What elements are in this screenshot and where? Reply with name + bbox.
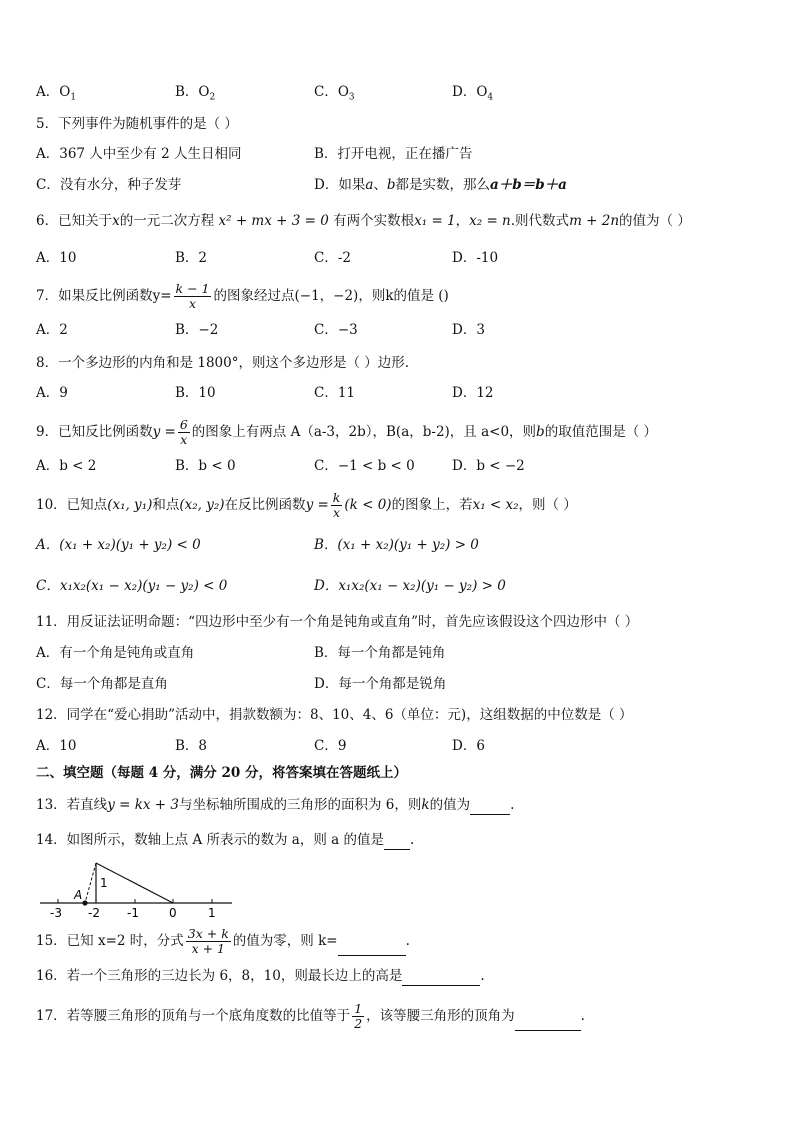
q14-answer-blank: [384, 835, 410, 850]
q7-option-a: A．2: [36, 322, 68, 338]
q8-stem: 8．一个多边形的内角和是 1800°，则这个多边形是（ ）边形.: [36, 355, 410, 371]
q8-option-b: B．10: [175, 385, 216, 401]
tick-label-1: 1: [208, 906, 216, 919]
q8-option-a: A．9: [36, 385, 68, 401]
q10-option-c: C．x₁x₂(x₁ − x₂)(y₁ − y₂) < 0: [36, 578, 228, 594]
q13-answer-blank: [470, 800, 510, 815]
q9-option-b: B．b < 0: [175, 458, 236, 474]
tick-label-minus-1: -1: [127, 906, 139, 919]
q5-stem: 5．下列事件为随机事件的是（ ）: [36, 116, 238, 132]
q6-option-b: B．2: [175, 250, 208, 266]
q14-stem: 14．如图所示，数轴上点 A 所表示的数为 a，则 a 的值是 .: [36, 832, 415, 848]
q9-option-a: A．b < 2: [36, 458, 97, 474]
q10-option-d: D．x₁x₂(x₁ − x₂)(y₁ − y₂) > 0: [314, 578, 506, 594]
q17-answer-blank: [515, 1016, 581, 1031]
q11-stem: 11．用反证法证明命题：“四边形中至少有一个角是钝角或直角”时，首先应该假设这个四边形中（ ）: [36, 614, 639, 630]
q9-fraction: $\frac{6}{x}$: [179, 417, 188, 447]
q4-option-d: D．$O_4$: [452, 84, 494, 103]
q6-stem: 6．已知关于x的一元二次方程 x² + mx + 3 = 0 有两个实数根x₁ = 1，x₂ = n.则代数式m + 2n的值为（ ）: [36, 213, 691, 229]
tick-label-minus-3: -3: [50, 906, 62, 919]
q7-option-b: B．−2: [175, 322, 219, 338]
q9-option-d: D．b < −2: [452, 458, 525, 474]
q8-option-d: D．12: [452, 385, 494, 401]
q12-option-b: B．8: [175, 738, 208, 754]
q4-option-c: C．$O_3$: [314, 84, 355, 103]
q16-stem: 16．若一个三角形的三边长为 6，8，10，则最长边上的高是 .: [36, 968, 485, 984]
q14-number-line-figure: [36, 855, 236, 919]
q7-option-c: C．−3: [314, 322, 358, 338]
q10-option-b: B．(x₁ + x₂)(y₁ + y₂) > 0: [314, 537, 479, 553]
q15-stem: 15．已知 x=2 时，分式 $\frac{3x + k}{x + 1}$ 的值为零，则 k= .: [36, 926, 410, 956]
tick-label-minus-2: -2: [88, 906, 100, 919]
q5-option-d: D．如果a、b都是实数，那么a＋b＝b＋a: [314, 177, 567, 193]
point-a-dot: [82, 900, 87, 905]
q9-option-c: C．−1 < b < 0: [314, 458, 415, 474]
q5-option-c: C．没有水分，种子发芽: [36, 177, 182, 193]
arc-dashed-line: [85, 863, 96, 903]
q7-fraction: $\frac{k - 1}{x}$: [175, 281, 210, 311]
q6-option-a: A．10: [36, 250, 77, 266]
q11-option-d: D．每一个角都是锐角: [314, 676, 447, 692]
q11-option-a: A．有一个角是钝角或直角: [36, 645, 195, 661]
q10-option-a: A．(x₁ + x₂)(y₁ + y₂) < 0: [36, 537, 201, 553]
q5-option-b: B．打开电视，正在播广告: [314, 146, 473, 162]
q11-option-b: B．每一个角都是钝角: [314, 645, 446, 661]
q12-option-d: D．6: [452, 738, 485, 754]
q12-option-a: A．10: [36, 738, 77, 754]
q15-fraction: $\frac{3x + k}{x + 1}$: [187, 926, 229, 956]
q16-answer-blank: [402, 971, 480, 986]
q6-option-d: D．-10: [452, 250, 499, 266]
q5-option-a: A．367 人中至少有 2 人生日相同: [36, 146, 242, 162]
q8-option-c: C．11: [314, 385, 356, 401]
height-label: 1: [100, 876, 108, 890]
point-a-label: A: [74, 888, 83, 902]
q17-stem: 17．若等腰三角形的顶角与一个底角度数的比值等于 $\frac{1}{2}$ ，该等腰三角形的顶角为 .: [36, 1001, 585, 1031]
q12-option-c: C．9: [314, 738, 347, 754]
q17-fraction: $\frac{1}{2}$: [354, 1001, 363, 1031]
q7-option-d: D．3: [452, 322, 485, 338]
q15-answer-blank: [338, 941, 406, 956]
q4-option-b: B．$O_2$: [175, 84, 216, 103]
q4-option-a: A．$O_1$: [36, 84, 77, 103]
q12-stem: 12．同学在“爱心捐助”活动中，捐款数额为：8、10、4、6（单位：元)，这组数据的中位数是（ ）: [36, 707, 633, 723]
tick-label-0: 0: [169, 906, 177, 919]
section-heading-fill-in: 二、填空题（每题 4 分，满分 20 分，将答案填在答题纸上）: [36, 765, 407, 781]
q9-stem: 9．已知反比例函数y = $\frac{6}{x}$ 的图象上有两点 A（a-3，2b），B(a，b-2)，且 a<0，则b的取值范围是（ ）: [36, 417, 657, 447]
q6-option-c: C．-2: [314, 250, 351, 266]
q10-fraction: $\frac{k}{x}$: [332, 490, 341, 520]
q10-stem: 10．已知点(x₁, y₁)和点(x₂, y₂)在反比例函数y = $\frac{k}{x}$ (k < 0)的图象上，若x₁ < x₂，则（ ）: [36, 490, 577, 520]
q11-option-c: C．每一个角都是直角: [36, 676, 168, 692]
q7-stem: 7．如果反比例函数y= $\frac{k - 1}{x}$ 的图象经过点(−1，−2)，则k的值是 (): [36, 281, 449, 311]
q13-stem: 13．若直线y = kx + 3与坐标轴所围成的三角形的面积为 6，则k的值为 .: [36, 797, 515, 813]
